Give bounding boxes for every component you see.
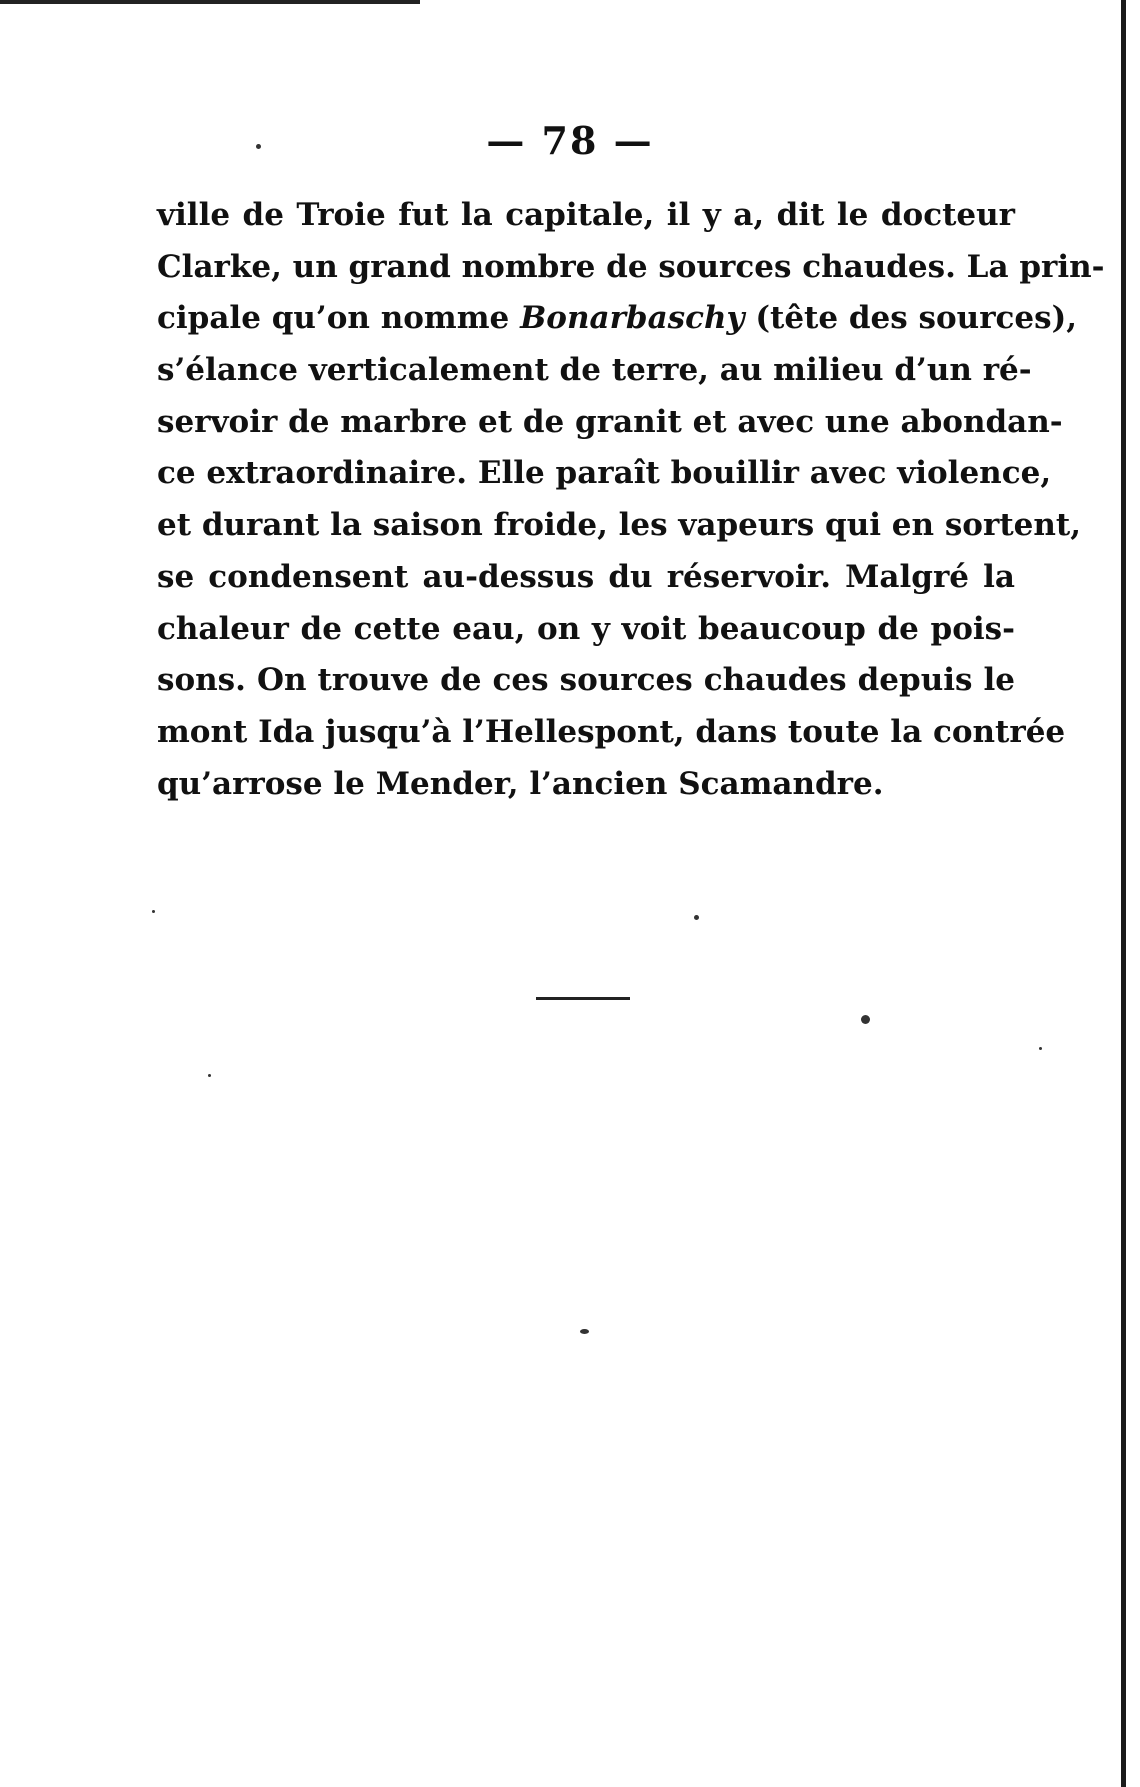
text-line: chaleur de cette eau, on y voit beaucoup de pois- [157, 610, 1015, 647]
scan-speck [1039, 1047, 1042, 1050]
scan-speck [861, 1015, 870, 1024]
scan-speck [580, 1329, 589, 1334]
scan-speck [256, 144, 261, 149]
text-line: et durant la saison froide, les vapeurs qui en sortent, [157, 507, 1082, 544]
page-number: — 78 — [486, 118, 654, 163]
text-line: s’élance verticalement de terre, au milieu d’un ré- [157, 352, 1032, 389]
scan-right-edge [1121, 0, 1126, 1787]
scan-speck [152, 910, 155, 913]
body-paragraph [157, 190, 1105, 810]
text-line: ville de Troie fut la capitale, il y a, dit le docteur [157, 197, 1015, 233]
text-line: sons. On trouve de ces sources chaudes depuis le [157, 662, 1015, 699]
scan-speck [694, 915, 699, 920]
scan-speck [208, 1074, 211, 1077]
text-line: se condensent au-dessus du réservoir. Malgré la [157, 558, 1015, 595]
end-of-text-rule [536, 997, 630, 1000]
text-line: ce extraordinaire. Elle paraît bouillir avec violence, [157, 455, 1052, 492]
text-line: mont Ida jusqu’à l’Hellespont, dans toute la contrée [157, 713, 1066, 750]
italic-place-name: Bonarbaschy [520, 300, 745, 337]
text-line: Clarke, un grand nombre de sources chaudes. La prin- [157, 248, 1105, 285]
scan-top-rule [0, 0, 420, 4]
text-line [157, 293, 1078, 345]
text-segment: (tête des sources), [744, 300, 1078, 337]
text-line: qu’arrose le Mender, l’ancien Scamandre. [157, 765, 884, 802]
text-line: servoir de marbre et de granit et avec une abondan- [157, 403, 1063, 440]
text-segment: cipale qu’on nomme [157, 300, 521, 337]
